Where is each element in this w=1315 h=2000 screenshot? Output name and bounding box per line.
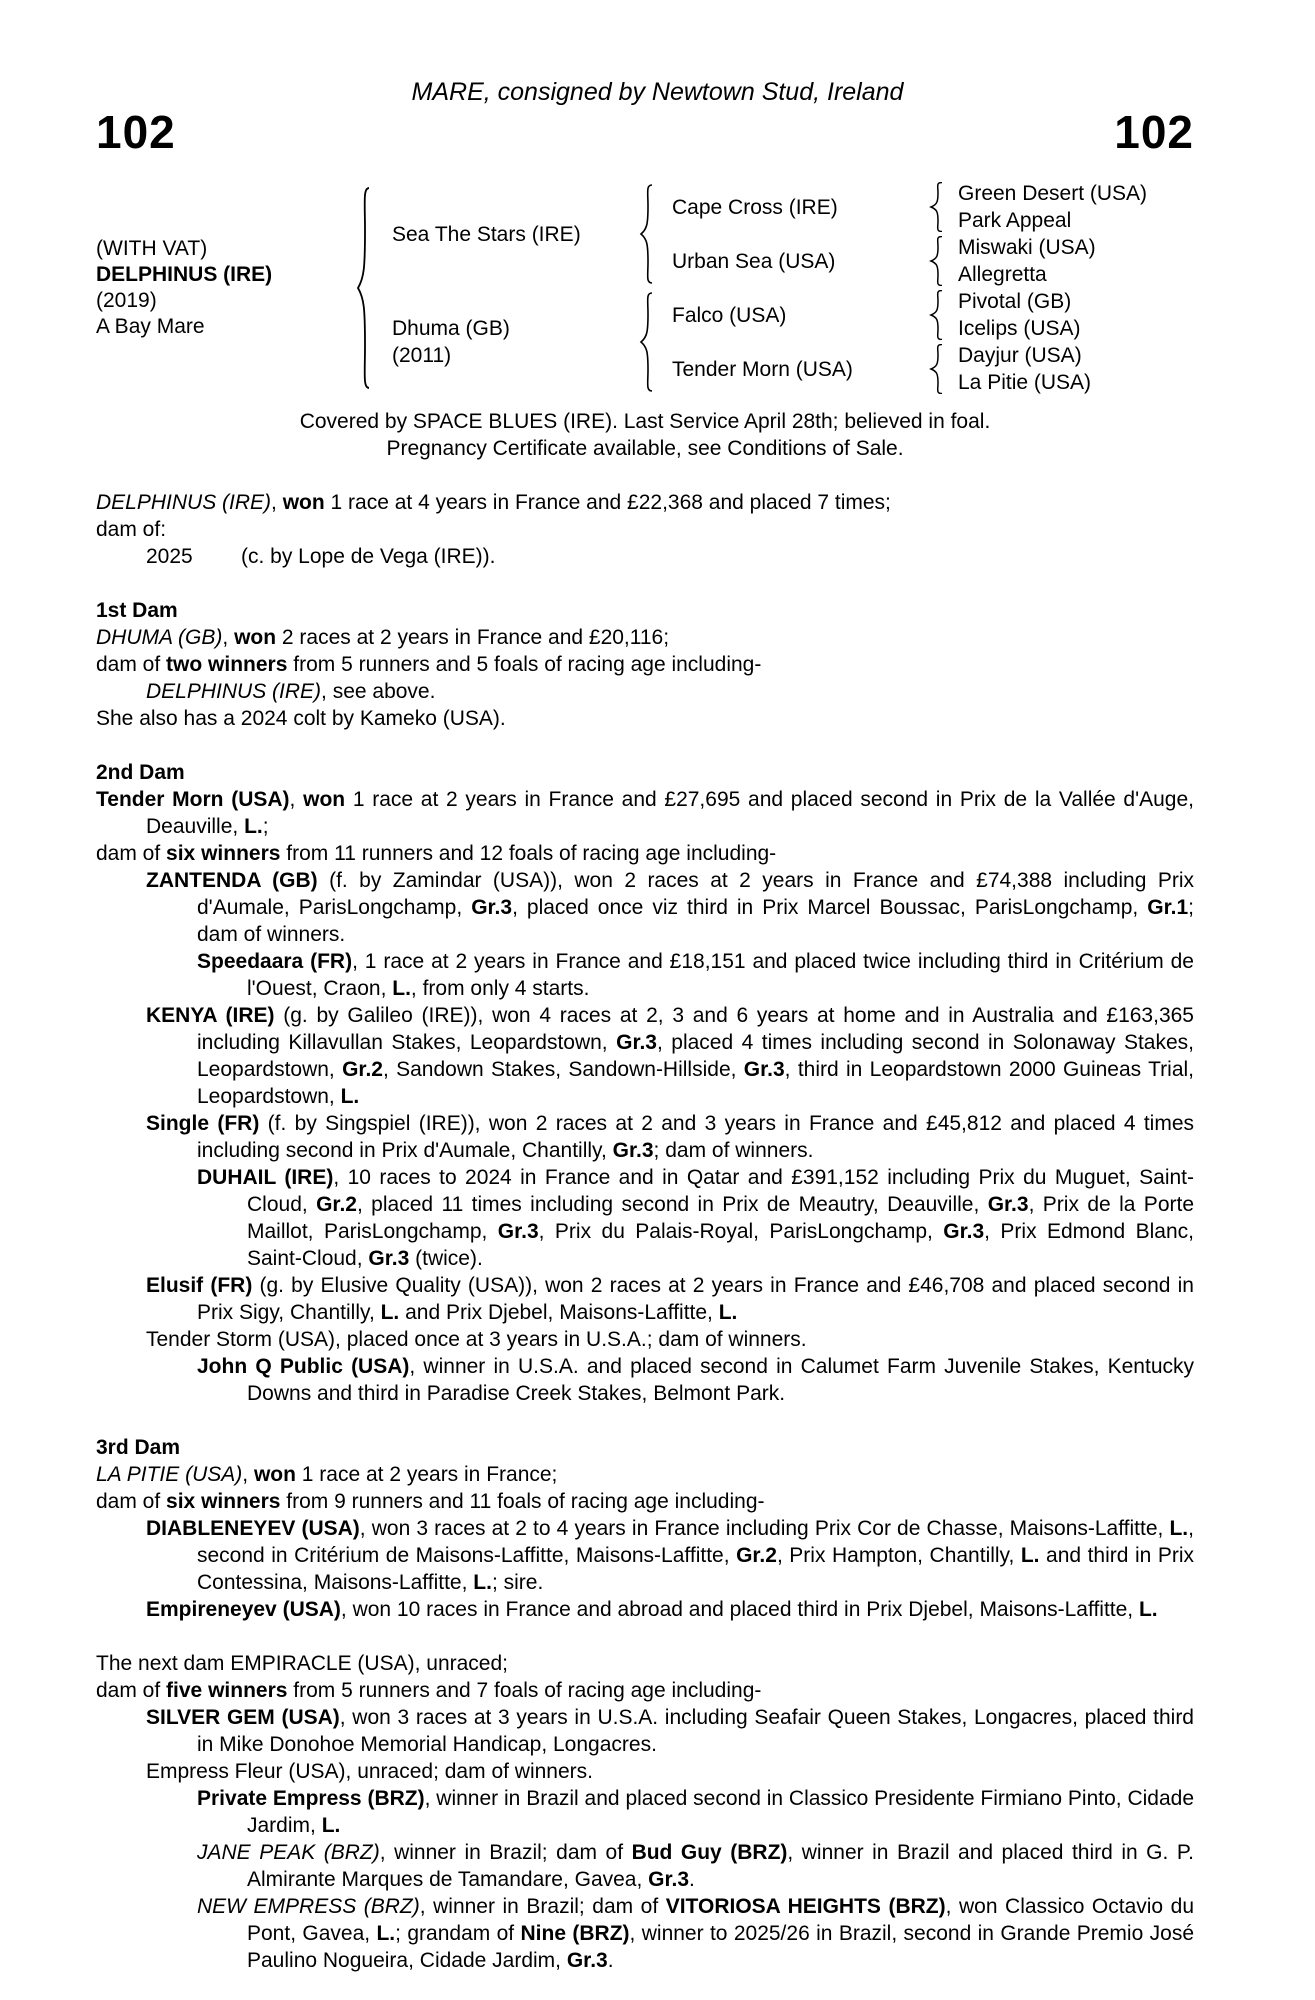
catalogue-paragraph: [96, 1893, 1194, 1974]
text-run: VITORIOSA HEIGHTS (BRZ): [665, 1895, 946, 1918]
text-run: Speedaara (FR): [197, 950, 353, 973]
granddam-name: Urban Sea (USA): [672, 249, 836, 273]
text-run: dam of: [96, 1679, 167, 1702]
text-run: ;: [262, 815, 269, 838]
text-run: from 5 runners and 5 foals of racing age including-: [287, 653, 762, 676]
text-run: DELPHINUS (IRE): [146, 680, 322, 703]
text-run: ZANTENDA (GB): [146, 869, 318, 892]
lot-number-right: 102: [1114, 106, 1194, 158]
great-grandparent-name: La Pitie (USA): [958, 371, 1092, 394]
catalogue-paragraph: [96, 1488, 1194, 1515]
text-run: ; dam of winners.: [197, 896, 1194, 946]
text-run: 2025: [146, 545, 193, 568]
foaling-year: (2019): [96, 289, 157, 312]
text-run: ,: [271, 491, 283, 514]
text-run: L.: [321, 1814, 341, 1837]
text-run: ; dam of winners.: [653, 1139, 814, 1162]
text-run: 2nd Dam: [96, 761, 185, 784]
text-run: Gr.2: [316, 1193, 357, 1216]
catalogue-paragraph: [96, 678, 1194, 705]
text-run: Gr.2: [342, 1058, 383, 1081]
text-run: 1 race at 2 years in France and £27,695 and placed second in Prix de la Vallée d'Auge, Deauville,: [146, 788, 1195, 838]
sire-cell: [380, 180, 630, 288]
text-run: six winners: [166, 1490, 281, 1513]
catalogue-paragraph: [96, 948, 1194, 1002]
text-run: Bud Guy (BRZ): [631, 1841, 788, 1864]
section-spacer: [96, 732, 1194, 759]
text-run: 3rd Dam: [96, 1436, 181, 1459]
pedigree-brace: [922, 180, 950, 234]
text-run: dam of: [96, 842, 167, 865]
text-run: , won 10 races in France and abroad and placed third in Prix Djebel, Maisons-Laffitte,: [340, 1598, 1139, 1621]
text-run: won: [234, 626, 277, 649]
text-run: , see above.: [321, 680, 436, 703]
text-run: , won 3 races at 2 to 4 years in France including Prix Cor de Chasse, Maisons-Laffitte,: [359, 1517, 1170, 1540]
text-run: 1 race at 2 years in France;: [295, 1463, 558, 1486]
granddam-name: Tender Morn (USA): [672, 357, 853, 381]
pedigree-table: [96, 180, 1194, 396]
horse-name: DELPHINUS (IRE): [96, 263, 273, 286]
catalogue-paragraph: [96, 624, 1194, 651]
catalogue-paragraph: [96, 1110, 1194, 1164]
text-run: (f. by Singspiel (IRE)), won 2 races at 2 and 3 years in France and £45,812 and placed 4 times including second in Prix d'Aumale, Chantilly,: [197, 1112, 1195, 1162]
text-run: NEW EMPRESS (BRZ): [197, 1895, 420, 1918]
text-run: Empireneyev (USA): [146, 1598, 341, 1621]
text-run: , Prix Edmond Blanc, Saint-Cloud,: [247, 1220, 1194, 1270]
text-run: , Prix de la Porte Maillot, ParisLongchamp,: [247, 1193, 1195, 1243]
text-run: dam of: [96, 653, 167, 676]
text-run: , winner in U.S.A. and placed second in Calumet Farm Juvenile Stakes, Kentucky Downs and third in Paradise Creek Stakes, Belmont Park.: [247, 1355, 1195, 1405]
great-grandparent-name: Miswaki (USA): [958, 236, 1096, 259]
text-run: L.: [376, 1922, 396, 1945]
lot-number-row: [96, 108, 1194, 158]
text-run: won: [282, 491, 325, 514]
pedigree-brace: [922, 234, 950, 288]
great-grandparent-name: Park Appeal: [958, 209, 1072, 232]
text-run: DHUMA (GB): [96, 626, 223, 649]
text-run: Gr.3: [471, 896, 513, 919]
great-grandparent-name: Dayjur (USA): [958, 344, 1082, 367]
text-run: DUHAIL (IRE): [197, 1166, 334, 1189]
text-run: DIABLENEYEV (USA): [146, 1517, 360, 1540]
covering-line: Covered by SPACE BLUES (IRE). Last Service April 28th; believed in foal.: [299, 410, 991, 433]
text-run: SILVER GEM (USA): [146, 1706, 340, 1729]
text-run: ,: [289, 788, 304, 811]
dam-section-heading: [96, 597, 1194, 624]
text-run: , winner in Brazil and placed second in Classico Presidente Firmiano Pinto, Cidade Jardim,: [247, 1787, 1194, 1837]
text-run: Elusif (FR): [146, 1274, 253, 1297]
text-run: .: [689, 1868, 695, 1891]
text-run: Tender Morn (USA): [96, 788, 290, 811]
dam-name: Dhuma (GB): [392, 317, 510, 340]
text-run: 1 race at 4 years in France and £22,368 and placed 7 times;: [324, 491, 891, 514]
text-run: (twice).: [409, 1247, 483, 1270]
text-run: KENYA (IRE): [146, 1004, 275, 1027]
catalogue-paragraph: [96, 651, 1194, 678]
lot-info-block: [96, 180, 346, 396]
catalogue-paragraph: [96, 840, 1194, 867]
catalogue-paragraph: [96, 1461, 1194, 1488]
text-run: five winners: [166, 1679, 288, 1702]
grandsire-name: Cape Cross (IRE): [672, 195, 838, 219]
catalogue-paragraph: [96, 1677, 1194, 1704]
text-run: L.: [1020, 1544, 1040, 1567]
catalogue-paragraph: [96, 867, 1194, 948]
text-run: won: [303, 788, 346, 811]
text-run: two winners: [166, 653, 288, 676]
catalogue-paragraph: [96, 1596, 1194, 1623]
text-run: dam of:: [96, 518, 167, 541]
dam-section-heading: [96, 1434, 1194, 1461]
text-run: JANE PEAK (BRZ): [197, 1841, 380, 1864]
text-run: , third in Leopardstown 2000 Guineas Trial, Leopardstown,: [197, 1058, 1194, 1108]
grandsire-name: Falco (USA): [672, 303, 787, 327]
catalogue-paragraph: [96, 1704, 1194, 1758]
text-run: L.: [340, 1085, 360, 1108]
catalogue-paragraph: [96, 1164, 1194, 1272]
horse-description: A Bay Mare: [96, 315, 205, 338]
catalogue-paragraph: [96, 1758, 1194, 1785]
section-spacer: [96, 1407, 1194, 1434]
text-run: ,: [242, 1463, 254, 1486]
text-run: , from only 4 starts.: [410, 977, 590, 1000]
text-run: The next dam EMPIRACLE (USA), unraced;: [96, 1652, 508, 1675]
great-grandparent-name: Pivotal (GB): [958, 290, 1072, 313]
text-run: , Prix du Palais-Royal, ParisLongchamp,: [538, 1220, 944, 1243]
text-run: LA PITIE (USA): [96, 1463, 243, 1486]
text-run: DELPHINUS (IRE): [96, 491, 272, 514]
pedigree-brace: [630, 288, 662, 396]
text-run: , winner in Brazil; dam of: [379, 1841, 632, 1864]
text-run: from 5 runners and 7 foals of racing age including-: [287, 1679, 762, 1702]
text-run: Gr.3: [743, 1058, 785, 1081]
catalogue-paragraph: [96, 516, 1194, 543]
text-run: L.: [1169, 1517, 1189, 1540]
text-run: Gr.3: [497, 1220, 539, 1243]
text-run: , winner in Brazil; dam of: [419, 1895, 666, 1918]
text-run: L.: [244, 815, 263, 838]
catalogue-paragraph: [96, 543, 1194, 570]
text-run: (c. by Lope de Vega (IRE)).: [241, 545, 496, 568]
text-run: , 10 races to 2024 in France and in Qatar and £391,152 including Prix du Muguet, Saint-Cloud,: [247, 1166, 1194, 1216]
text-run: from 9 runners and 11 foals of racing age including-: [280, 1490, 765, 1513]
catalogue-paragraph: [96, 1785, 1194, 1839]
text-run: Nine (BRZ): [520, 1922, 630, 1945]
text-run: Tender Storm (USA), placed once at 3 years in U.S.A.; dam of winners.: [146, 1328, 807, 1351]
text-run: L.: [1138, 1598, 1158, 1621]
text-run: and third in Prix Contessina, Maisons-Laffitte,: [197, 1544, 1194, 1594]
great-grandparent-name: Green Desert (USA): [958, 182, 1148, 205]
text-run: Gr.3: [612, 1139, 654, 1162]
text-run: , winner in Brazil and placed third in G. P. Almirante Marques de Tamandare, Gavea,: [247, 1841, 1194, 1891]
text-run: , won 3 races at 3 years in U.S.A. including Seafair Queen Stakes, Longacres, placed third in Mike Donohoe Memorial Handicap, Longacres.: [197, 1706, 1194, 1756]
text-run: Gr.2: [736, 1544, 777, 1567]
text-run: Single (FR): [146, 1112, 260, 1135]
catalogue-paragraph: [96, 705, 1194, 732]
lot-number-left: 102: [96, 106, 176, 158]
pedigree-brace: [346, 180, 380, 396]
text-run: Gr.3: [566, 1949, 608, 1972]
catalogue-paragraph: [96, 1272, 1194, 1326]
text-run: L.: [380, 1301, 400, 1324]
sire-name: Sea The Stars (IRE): [392, 222, 581, 246]
covering-statement: [96, 408, 1194, 462]
text-run: She also has a 2024 colt by Kameko (USA).: [96, 707, 506, 730]
text-run: from 11 runners and 12 foals of racing age including-: [280, 842, 777, 865]
text-run: won: [253, 1463, 296, 1486]
pedigree-brace: [922, 342, 950, 396]
text-run: L.: [473, 1571, 492, 1594]
section-spacer: [96, 570, 1194, 597]
text-run: (g. by Galileo (IRE)), won 4 races at 2, 3 and 6 years at home and in Australia and £163,365 including Killavullan Stakes, Leopardstown,: [197, 1004, 1194, 1054]
catalogue-paragraph: [96, 1839, 1194, 1893]
catalogue-paragraph: [96, 1353, 1194, 1407]
dam-cell: [380, 288, 630, 396]
catalogue-paragraph: [96, 1002, 1194, 1110]
catalogue-paragraph: [96, 786, 1194, 840]
pedigree-text-body: [96, 489, 1194, 1974]
text-run: , 1 race at 2 years in France and £18,151 and placed twice including third in Critérium de l'Ouest, Craon,: [247, 950, 1194, 1000]
text-run: ,: [222, 626, 235, 649]
text-run: Private Empress (BRZ): [197, 1787, 425, 1810]
text-run: , placed 4 times including second in Solonaway Stakes, Leopardstown,: [197, 1031, 1195, 1081]
text-run: Gr.3: [943, 1220, 985, 1243]
pedigree-brace: [922, 288, 950, 342]
text-run: Gr.3: [648, 1868, 690, 1891]
text-run: and Prix Djebel, Maisons-Laffitte,: [399, 1301, 719, 1324]
catalogue-paragraph: [96, 489, 1194, 516]
text-run: Empress Fleur (USA), unraced; dam of winners.: [146, 1760, 593, 1783]
section-spacer: [96, 1623, 1194, 1650]
text-run: Gr.3: [616, 1031, 657, 1054]
text-run: 2 races at 2 years in France and £20,116;: [276, 626, 670, 649]
text-run: .: [607, 1949, 614, 1972]
text-run: dam of: [96, 1490, 167, 1513]
great-grandparent-name: Allegretta: [958, 263, 1047, 286]
text-run: , Sandown Stakes, Sandown-Hillside,: [382, 1058, 744, 1081]
text-run: Gr.3: [987, 1193, 1029, 1216]
text-run: , placed once viz third in Prix Marcel Boussac, ParisLongchamp,: [512, 896, 1148, 919]
catalogue-paragraph: [96, 1515, 1194, 1596]
text-run: , second in Critérium de Maisons-Laffitte, Maisons-Laffitte,: [197, 1517, 1194, 1567]
text-run: , placed 11 times including second in Prix de Meautry, Deauville,: [356, 1193, 988, 1216]
text-run: (g. by Elusive Quality (USA)), won 2 races at 2 years in France and £46,708 and placed second in Prix Sigy, Chantilly,: [197, 1274, 1194, 1324]
text-run: 1st Dam: [96, 599, 178, 622]
text-run: (f. by Zamindar (USA)), won 2 races at 2 years in France and £74,388 including Prix d'Aumale, ParisLongchamp,: [197, 869, 1194, 919]
text-run: ; sire.: [491, 1571, 544, 1594]
great-grandparent-name: Icelips (USA): [958, 317, 1081, 340]
text-run: Gr.3: [368, 1247, 410, 1270]
text-run: L.: [392, 977, 411, 1000]
dam-year: (2011): [392, 344, 452, 367]
dam-section-heading: [96, 759, 1194, 786]
text-run: John Q Public (USA): [197, 1355, 410, 1378]
vat-note: (WITH VAT): [96, 237, 208, 260]
consignor-line: MARE, consigned by Newtown Stud, Ireland: [411, 78, 904, 106]
pedigree-brace: [630, 180, 662, 288]
catalogue-paragraph: [96, 1650, 1194, 1677]
catalogue-paragraph: [96, 1326, 1194, 1353]
text-run: ; grandam of: [395, 1922, 521, 1945]
text-run: L.: [718, 1301, 738, 1324]
text-run: , Prix Hampton, Chantilly,: [776, 1544, 1021, 1567]
text-run: , winner to 2025/26 in Brazil, second in Grande Premio José Paulino Nogueira, Cidade Jardim,: [247, 1922, 1194, 1972]
text-run: six winners: [166, 842, 281, 865]
covering-line: Pregnancy Certificate available, see Conditions of Sale.: [386, 437, 904, 460]
text-run: Gr.1: [1147, 896, 1189, 919]
text-run: , won Classico Octavio du Pont, Gavea,: [247, 1895, 1195, 1945]
